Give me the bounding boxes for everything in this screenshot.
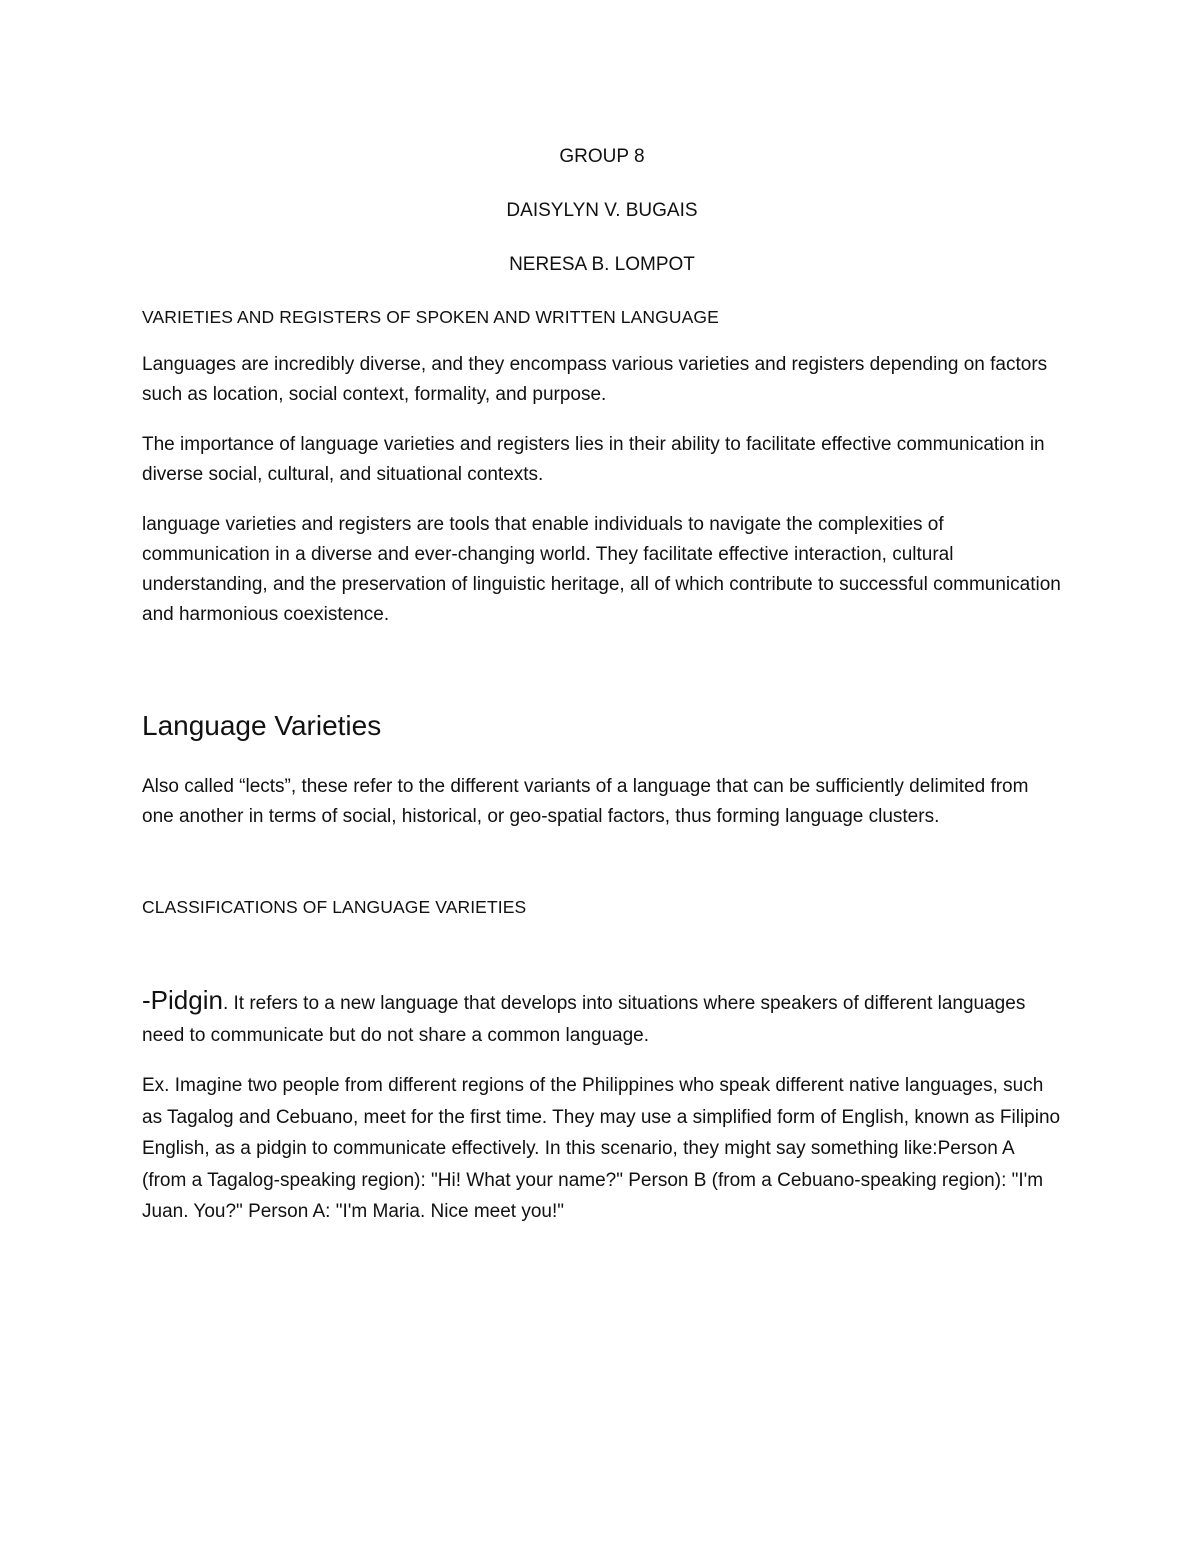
pidgin-term: -Pidgin [142, 985, 223, 1015]
pidgin-paragraph [142, 984, 1062, 1052]
document-body [142, 142, 1062, 1228]
intro-paragraph: The importance of language varieties and registers lies in their ability to facilitate effective communication in diverse social, cultural, and situational contexts. [142, 434, 1045, 485]
classifications-heading: CLASSIFICATIONS OF LANGUAGE VARIETIES [142, 897, 527, 917]
author-name: DAISYLYN V. BUGAIS [506, 200, 698, 221]
definition-paragraph: Also called “lects”, these refer to the different variants of a language that can be sufficiently delimited from one another in terms of social, historical, or geo-spatial factors, thus forming language clusters. [142, 776, 1029, 827]
section-heading: Language Varieties [142, 710, 382, 741]
document-subject-heading: VARIETIES AND REGISTERS OF SPOKEN AND WRITTEN LANGUAGE [142, 307, 719, 327]
intro-paragraph: language varieties and registers are tools that enable individuals to navigate the complexities of communication in a diverse and ever-changing world. They facilitate effective interaction, cultural understanding, and the preservation of linguistic heritage, all of which contribute to successful communication and harmonious coexistence. [142, 514, 1061, 625]
intro-paragraph: Languages are incredibly diverse, and they encompass various varieties and registers depending on factors such as location, social context, formality, and purpose. [142, 354, 1048, 405]
example-paragraph: Ex. Imagine two people from different regions of the Philippines who speak different native languages, such as Tagalog and Cebuano, meet for the first time. They may use a simplified form of English, known as Filipino English, as a pidgin to communicate effectively. In this scenario, they might say something like:Person A (from a Tagalog-speaking region): "Hi! What your name?" Person B (from a Cebuano-speaking region): "I'm Juan. You?" Person A: "I'm Maria. Nice meet you!" [142, 1075, 1061, 1222]
pidgin-definition: . It refers to a new language that develops into situations where speakers of different languages need to communicate but do not share a common language. [142, 993, 1026, 1046]
group-title: GROUP 8 [559, 146, 645, 167]
author-name: NERESA B. LOMPOT [509, 254, 695, 275]
